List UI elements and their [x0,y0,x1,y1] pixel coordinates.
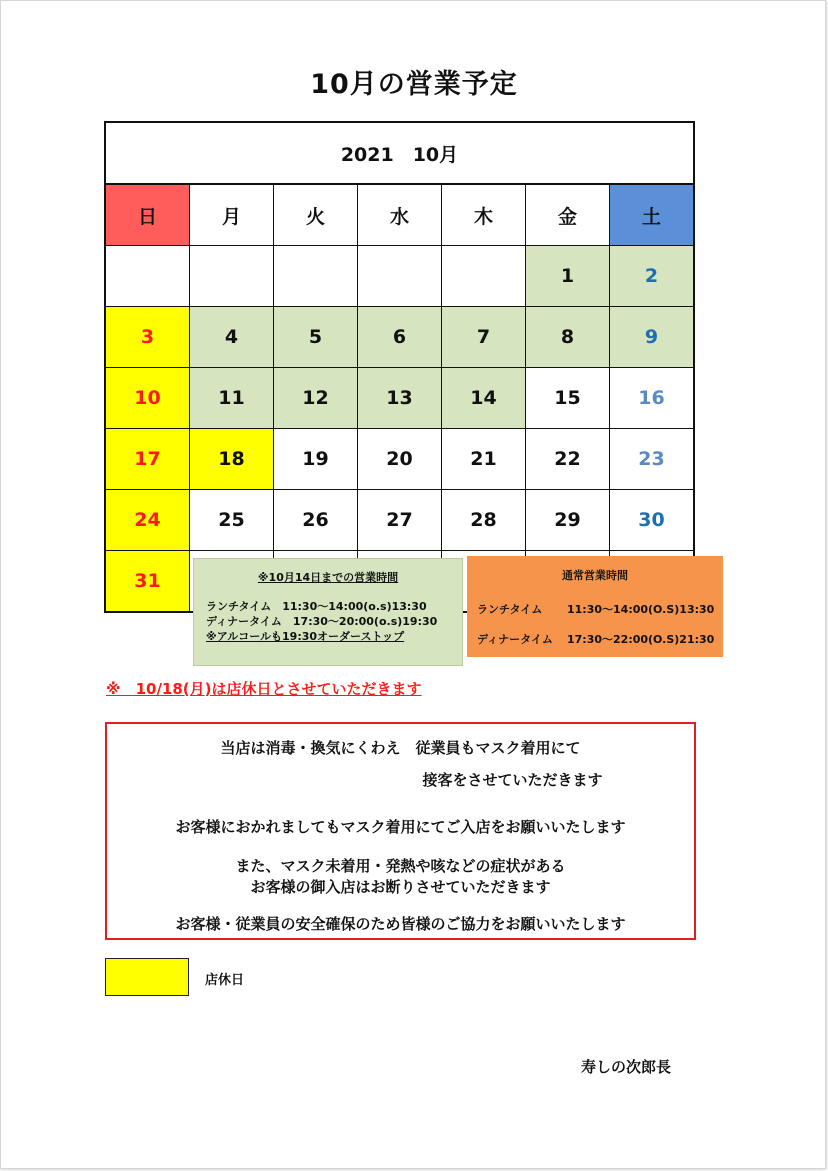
dow-thursday: 木 [442,184,526,246]
day-cell [105,246,190,307]
day-cell: 7 [442,307,526,368]
day-cell: 4 [190,307,274,368]
day-cell: 3 [105,307,190,368]
closed-day-legend-swatch [105,958,189,996]
day-cell: 17 [105,429,190,490]
closed-day-note: ※ 10/18(月)は店休日とさせていただきます [106,680,422,698]
calendar-table [104,121,695,613]
page-title: 10月の営業予定 [310,69,518,100]
day-cell [442,246,526,307]
normal-dinner-label: ディナータイム [477,633,553,646]
covid-notice-box [105,722,696,940]
reduced-hours-box [193,558,463,666]
day-cell: 22 [526,429,610,490]
day-cell: 21 [442,429,526,490]
day-cell: 15 [526,368,610,429]
dow-friday: 金 [526,184,610,246]
day-cell: 9 [610,307,695,368]
closed-day-legend-label: 店休日 [205,973,245,988]
day-cell: 27 [358,490,442,551]
day-cell: 19 [274,429,358,490]
day-cell: 6 [358,307,442,368]
day-cell: 25 [190,490,274,551]
day-cell: 30 [610,490,695,551]
notice-line-2: 接客をさせていただきます [422,771,603,789]
day-cell: 13 [358,368,442,429]
normal-hours-title: 通常営業時間 [562,569,628,582]
notice-line-5: お客様の御入店はお断りさせていただきます [250,878,551,896]
day-cell [190,246,274,307]
reduced-dinner-hours: ディナータイム 17:30～20:00(o.s)19:30 [206,615,438,628]
notice-line-3: お客様におかれましてもマスク着用にてご入店をお願いいたします [175,818,626,836]
notice-line-6: お客様・従業員の安全確保のため皆様のご協力をお願いいたします [175,915,626,933]
day-cell: 5 [274,307,358,368]
day-cell: 12 [274,368,358,429]
calendar-header: 2021 10月 [105,122,694,184]
notice-line-1: 当店は消毒・換気にくわえ 従業員もマスク着用にて [220,739,581,757]
reduced-hours-title: ※10月14日までの営業時間 [257,571,399,584]
day-cell: 14 [442,368,526,429]
dow-wednesday: 水 [358,184,442,246]
dow-monday: 月 [190,184,274,246]
day-cell: 11 [190,368,274,429]
day-cell: 31 [105,551,190,613]
reduced-lunch-hours: ランチタイム 11:30～14:00(o.s)13:30 [206,600,427,613]
day-cell: 26 [274,490,358,551]
day-cell: 16 [610,368,695,429]
day-cell: 24 [105,490,190,551]
normal-hours-box [467,556,723,657]
day-cell: 28 [442,490,526,551]
dow-tuesday: 火 [274,184,358,246]
day-cell [358,246,442,307]
dow-saturday: 土 [610,184,695,246]
normal-lunch-label: ランチタイム [477,603,543,616]
notice-line-4: また、マスク未着用・発熱や咳などの症状がある [235,857,566,875]
alcohol-order-stop: ※アルコールも19:30オーダーストップ [206,630,405,643]
day-cell: 8 [526,307,610,368]
day-cell: 1 [526,246,610,307]
dow-sunday: 日 [105,184,190,246]
day-cell-closed: 18 [190,429,274,490]
day-cell: 29 [526,490,610,551]
day-cell: 20 [358,429,442,490]
normal-dinner-time: 17:30～22:00(O.S)21:30 [567,633,715,646]
day-cell [274,246,358,307]
day-cell: 2 [610,246,695,307]
restaurant-signature: 寿しの次郎長 [581,1058,672,1076]
day-cell: 23 [610,429,695,490]
normal-lunch-time: 11:30～14:00(O.S)13:30 [567,603,715,616]
day-cell: 10 [105,368,190,429]
